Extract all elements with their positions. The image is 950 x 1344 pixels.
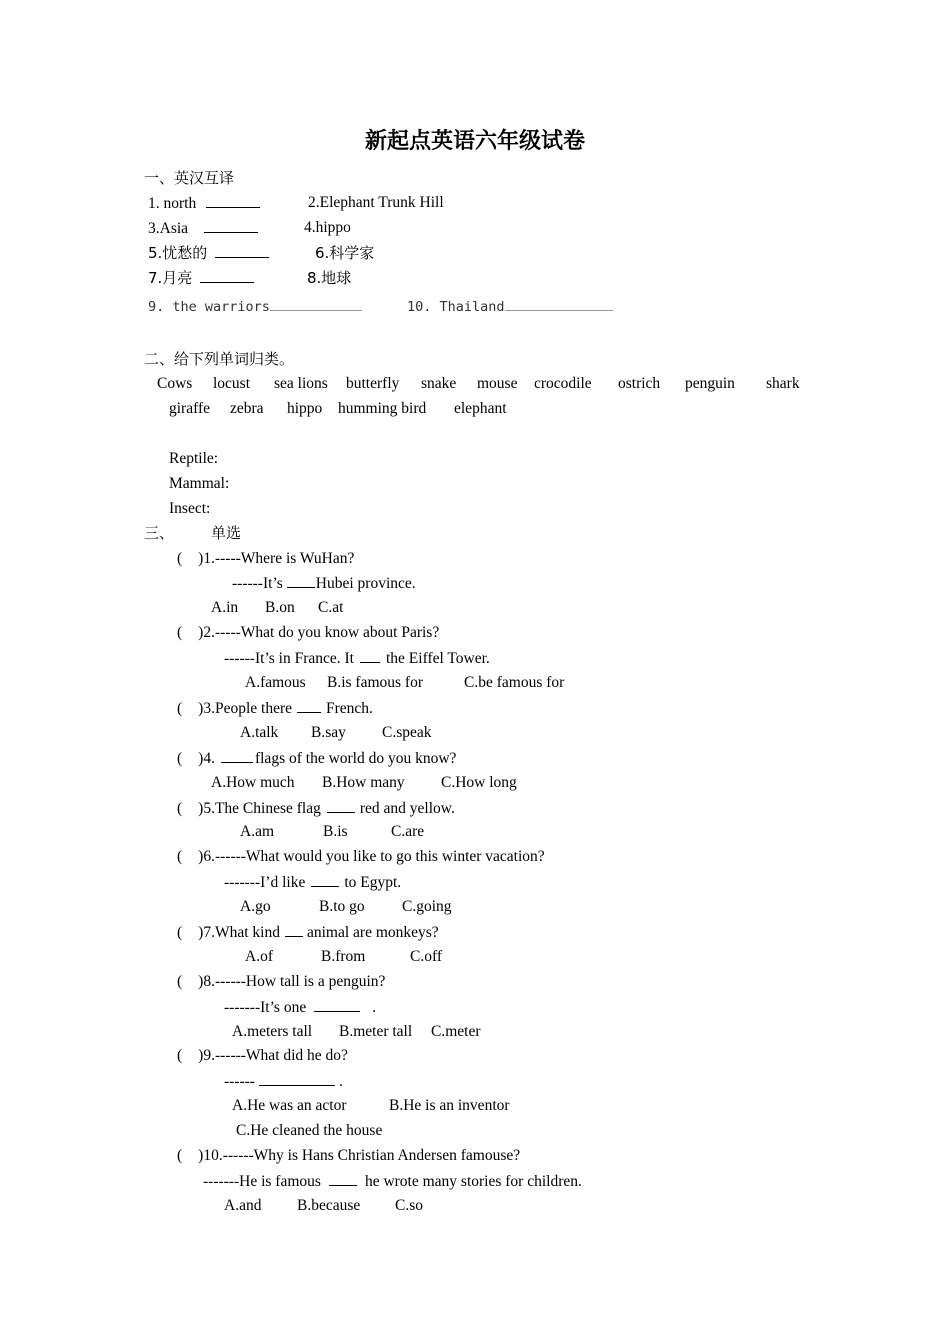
q8-option-b[interactable]: B.meter tall [339,1023,413,1040]
section1-heading: 一、英汉互译 [144,169,235,187]
answer-paren[interactable]: ( [177,848,183,865]
section2-heading: 二、给下列单词归类。 [144,350,295,368]
answer-blank[interactable] [505,298,613,311]
question-text: )3.People there [198,700,292,717]
q1-option-b[interactable]: B.on [265,599,295,616]
item-7 [148,268,254,289]
q5-option-a[interactable]: A.am [240,823,275,840]
category-insect: Insect: [169,500,211,517]
question-8-response: -------It’s one . [224,999,377,1016]
answer-blank[interactable] [314,997,360,1012]
question-text: )7.What kind [198,924,280,941]
answer-paren[interactable]: ( [177,973,183,990]
item-9-text: 9. the warriors [148,299,270,315]
section3-heading-text: 单选 [211,524,242,542]
answer-blank[interactable] [360,648,380,663]
word-humming-bird: humming bird [338,400,427,417]
answer-blank[interactable] [200,268,254,283]
question-1 [177,549,354,569]
word-ostrich: ostrich [618,375,661,392]
question-10-response: -------He is famous he wrote many stories for children. [203,1173,582,1190]
q6-option-a[interactable]: A.go [240,898,271,915]
item-1 [148,193,260,214]
word-giraffe: giraffe [169,400,211,417]
item-3-text: 3.Asia [148,220,189,237]
word-butterfly: butterfly [346,375,400,392]
word-penguin: penguin [685,375,735,392]
word-zebra: zebra [230,400,264,417]
item-4-text: 4.hippo [304,219,351,236]
answer-blank[interactable] [259,1071,335,1086]
answer-blank[interactable] [285,922,303,937]
item-3 [148,218,258,239]
question-text: )5.The Chinese flag [198,800,321,817]
question-7: ( )7.What kind animal are monkeys? [177,924,439,941]
word-crocodile: crocodile [534,375,592,392]
q4-option-b[interactable]: B.How many [322,774,405,791]
answer-paren[interactable]: ( [177,750,183,767]
q2-option-a[interactable]: A.famous [245,674,306,691]
question-text: )2.-----What do you know about Paris? [198,624,440,641]
question-2-response: ------It’s in France. It the Eiffel Tower. [224,650,490,667]
question-text: flags of the world do you know? [254,750,457,767]
q4-option-a[interactable]: A.How much [211,774,295,791]
item-9 [148,297,362,317]
item-10-text: 10. Thailand [407,299,505,315]
answer-paren[interactable]: ( [177,624,183,641]
answer-blank[interactable] [311,872,339,887]
answer-blank[interactable] [270,298,362,311]
answer-paren[interactable]: ( [177,924,183,941]
answer-paren[interactable]: ( [177,550,183,567]
item-8-text: 8.地球 [307,269,352,287]
word-snake: snake [421,375,457,392]
answer-paren[interactable]: ( [177,800,183,817]
question-8 [177,972,385,992]
q3-option-a[interactable]: A.talk [240,724,279,741]
item-10 [407,297,613,317]
word-cows: Cows [157,375,193,392]
word-sea-lions: sea lions [274,375,328,392]
question-2 [177,623,439,643]
question-text: )6.------What would you like to go this winter vacation? [198,848,545,865]
exam-title: 新起点英语六年级试卷 [364,129,585,154]
q5-option-b[interactable]: B.is [323,823,348,840]
q6-option-c[interactable]: C.going [402,898,452,915]
q7-option-a[interactable]: A.of [245,948,273,965]
answer-blank[interactable] [329,1171,357,1186]
q2-option-b[interactable]: B.is famous for [327,674,424,691]
q9-option-a[interactable]: A.He was an actor [232,1097,347,1114]
word-shark: shark [766,375,800,392]
answer-blank[interactable] [287,573,315,588]
question-9-response: ------ . [224,1073,343,1090]
q6-option-b[interactable]: B.to go [319,898,365,915]
answer-paren[interactable]: ( [177,700,183,717]
answer-blank[interactable] [206,193,260,208]
category-mammal: Mammal: [169,475,230,492]
q7-option-b[interactable]: B.from [321,948,366,965]
word-locust: locust [213,375,251,392]
word-mouse: mouse [477,375,518,392]
question-10 [177,1146,520,1166]
answer-blank[interactable] [215,243,269,258]
category-reptile: Reptile: [169,450,219,467]
question-text: )10.------Why is Hans Christian Andersen famouse? [198,1147,521,1164]
question-6-response: -------I’d like to Egypt. [224,874,402,891]
question-5: ( )5.The Chinese flag red and yellow. [177,800,455,817]
q1-option-c[interactable]: C.at [318,599,344,616]
question-6 [177,847,545,867]
word-elephant: elephant [454,400,507,417]
q3-option-b[interactable]: B.say [311,724,346,741]
q2-option-c[interactable]: C.be famous for [464,674,565,691]
q7-option-c[interactable]: C.off [410,948,443,965]
item-5-text: 5.忧愁的 [148,244,208,262]
question-9 [177,1046,348,1066]
item-5 [148,243,269,264]
answer-blank[interactable] [204,218,258,233]
answer-blank[interactable] [297,698,321,713]
q10-option-c[interactable]: C.so [395,1197,423,1214]
q10-option-a[interactable]: A.and [224,1197,262,1214]
q1-option-a[interactable]: A.in [211,599,239,616]
q3-option-c[interactable]: C.speak [382,724,432,741]
question-3: ( )3.People there French. [177,700,373,717]
q8-option-a[interactable]: A.meters tall [232,1023,313,1040]
q10-option-b[interactable]: B.because [297,1197,361,1214]
question-text: )9.------What did he do? [198,1047,348,1064]
item-6-text: 6.科学家 [315,244,375,262]
item-7-text: 7.月亮 [148,269,193,287]
q5-option-c[interactable]: C.are [391,823,425,840]
question-text: )1.-----Where is WuHan? [198,550,355,567]
item-1-text: 1. north [148,195,197,212]
q9-option-b[interactable]: B.He is an inventor [389,1097,510,1114]
answer-paren[interactable]: ( [177,1047,183,1064]
question-4: ( )4. flags of the world do you know? [177,750,457,767]
answer-blank[interactable] [327,798,355,813]
section3-heading-number: 三、 [144,524,175,542]
q8-option-c[interactable]: C.meter [431,1023,481,1040]
word-hippo: hippo [287,400,323,417]
answer-blank[interactable] [221,748,253,763]
question-text: )8.------How tall is a penguin? [198,973,386,990]
q4-option-c[interactable]: C.How long [441,774,517,791]
q9-option-c[interactable]: C.He cleaned the house [236,1122,383,1139]
item-2-text: 2.Elephant Trunk Hill [308,194,444,211]
answer-paren[interactable]: ( [177,1147,183,1164]
question-1-response: ------It’s Hubei province. [232,575,416,592]
